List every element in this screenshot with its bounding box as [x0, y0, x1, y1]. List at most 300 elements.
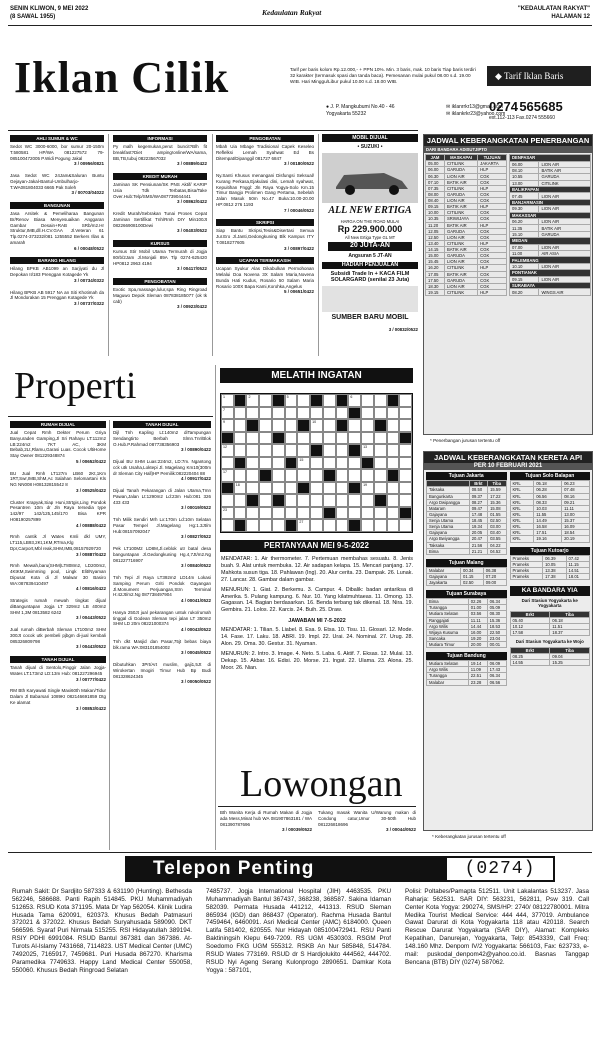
ad-code: 3 / 00050/0522	[180, 679, 211, 685]
crossword-cell[interactable]	[310, 519, 323, 532]
crossword-cell[interactable]	[323, 482, 336, 495]
table-cell: 10.03	[534, 505, 562, 511]
crossword-cell[interactable]	[297, 469, 310, 482]
classified-ad	[10, 598, 106, 621]
crossword-cell[interactable]	[272, 444, 285, 457]
table-cell: Senja Utama	[427, 524, 470, 530]
table-cell: 05.40	[510, 617, 550, 623]
table-cell: LION AIR	[539, 193, 591, 199]
table-cell: 08.27	[469, 499, 487, 505]
crossword-cell[interactable]	[310, 494, 323, 507]
table-cell: CGK	[478, 210, 507, 216]
table-cell: CGK	[478, 173, 507, 179]
ad-text: Cluster Krapyak,Siap Huni,Strtgis,Ling Pondok Pesantren 10m dr Jln Raya tersedia type 142/97 142/125,145/170 Bisa KPR H08190257899	[10, 499, 106, 522]
crossword-cell[interactable]	[348, 507, 361, 520]
train-title: JADWAL KEBERANGKATAN KERETA API	[424, 452, 592, 463]
crossword-cell[interactable]	[259, 457, 272, 470]
crossword-block	[272, 494, 285, 507]
crossword-cell[interactable]	[234, 432, 247, 445]
crossword-cell[interactable]	[285, 407, 298, 420]
train-subtitle: PER 10 FEBRUARI 2021	[424, 463, 592, 470]
crossword-cell[interactable]	[374, 444, 387, 457]
crossword-cell[interactable]	[387, 444, 400, 457]
crossword-cell[interactable]	[285, 507, 298, 520]
table-cell: LION AIR	[539, 161, 591, 167]
edition-date	[10, 6, 88, 21]
table-cell: 16.58	[534, 524, 562, 530]
crossword-cell[interactable]	[323, 432, 336, 445]
crossword-cell[interactable]	[387, 457, 400, 470]
table-cell: 15.00	[426, 253, 445, 259]
crossword-cell[interactable]	[399, 444, 412, 457]
table-cell: 15.59	[488, 487, 506, 493]
table-cell: 08.00	[426, 191, 445, 197]
crossword-cell[interactable]	[323, 444, 336, 457]
table-cell: CGK	[478, 191, 507, 197]
crossword-cell[interactable]	[323, 494, 336, 507]
crossword-cell[interactable]	[234, 469, 247, 482]
crossword-cell[interactable]	[234, 507, 247, 520]
address-line2: Yogyakarta 55232	[326, 110, 367, 117]
crossword-cell[interactable]	[285, 482, 298, 495]
crossword-cell[interactable]	[310, 419, 323, 432]
table-cell: LION AIR	[539, 263, 591, 269]
crossword-cell[interactable]	[361, 482, 374, 495]
ad-code: 3 / 00019/0522	[180, 505, 211, 511]
table-cell: Bima	[427, 599, 469, 605]
table-cell: Gajayana	[427, 573, 461, 579]
crossword-cell[interactable]	[272, 457, 285, 470]
crossword-cell[interactable]	[387, 507, 400, 520]
lowongan-ad-1	[220, 810, 312, 850]
table-cell: Prameks	[510, 561, 543, 567]
table-cell: 06.30	[426, 173, 445, 179]
ad-text: Jasa Arsitek & Pemeliharaa Bangunan Br/Renov Biasa Menyesuaikan Anggaran Gambar Desain+RAB SRb/m2.Hr Struktur,IMB,dll.H.CV.GAA Jl.Veteran 61 Tlp.0274-373232/081 1255552 Berkers Illas & amarah	[10, 211, 104, 245]
crossword-block	[323, 469, 336, 482]
crossword-cell[interactable]	[336, 482, 349, 495]
crossword-cell[interactable]	[336, 519, 349, 532]
crossword-cell[interactable]	[234, 482, 247, 495]
crossword-cell[interactable]	[310, 507, 323, 520]
crossword-cell[interactable]	[246, 432, 259, 445]
ad-code: 3 / 00703/04022	[71, 190, 104, 196]
crossword-cell[interactable]	[387, 419, 400, 432]
classified-ad	[113, 517, 211, 540]
crossword-cell[interactable]	[246, 394, 259, 407]
table-cell: GARUDA	[539, 174, 591, 180]
table-cell: 07.20	[483, 573, 506, 579]
ad-text: Mbah Uia Mbage Tradisional Capek Keseleo Reflelksi Lemah Syahwat Ed Bs Ditempat/Dipanggil 081727 6847	[216, 144, 314, 161]
crossword-cell[interactable]	[297, 494, 310, 507]
car-promo: All New Ertiga Type GL MT	[344, 235, 396, 241]
crossword-cell[interactable]	[361, 519, 374, 532]
crossword-cell[interactable]	[361, 407, 374, 420]
table-cell: KRL	[510, 536, 534, 542]
crossword-cell[interactable]	[387, 432, 400, 445]
crossword-cell[interactable]	[361, 494, 374, 507]
table-cell: Malabar	[427, 679, 469, 685]
crossword-cell[interactable]	[399, 494, 412, 507]
table-cell: Argo Wilis	[427, 667, 469, 673]
classified-ad	[10, 211, 104, 251]
header-rule	[8, 25, 592, 26]
table-cell: HLP	[478, 265, 507, 271]
crossword-block	[336, 394, 349, 407]
table-cell: GARUDA	[445, 277, 478, 283]
crossword-cell[interactable]	[336, 469, 349, 482]
crossword-cell[interactable]	[374, 482, 387, 495]
table-cell: Prameks	[510, 555, 543, 561]
table-cell: 14.55	[510, 659, 550, 665]
crossword-cell[interactable]	[246, 482, 259, 495]
crossword-cell[interactable]	[348, 394, 361, 407]
table-cell: CGK	[478, 253, 507, 259]
table-cell: 06.00	[510, 161, 539, 167]
crossword-cell[interactable]	[297, 394, 310, 407]
crossword-cell[interactable]	[323, 519, 336, 532]
train-jakarta-head: Tujuan Jakarta	[426, 472, 507, 480]
crossword-cell[interactable]	[272, 507, 285, 520]
table-cell: 06.56	[534, 493, 562, 499]
table-cell: KRL	[510, 505, 534, 511]
crossword-cell[interactable]	[336, 494, 349, 507]
crossword-block	[297, 482, 310, 495]
car-gift-title: HADIAH PENJUALAN	[322, 262, 418, 269]
crossword-cell[interactable]	[399, 519, 412, 532]
table-cell: Taksaka	[427, 542, 470, 548]
crossword-cell[interactable]	[336, 457, 349, 470]
column-divider	[318, 134, 319, 356]
cell-number: 12	[223, 445, 227, 450]
telepon-area-code: (0274)	[445, 856, 555, 882]
table-cell: 14.49	[534, 518, 562, 524]
crossword-cell[interactable]	[272, 407, 285, 420]
crossword-cell[interactable]	[348, 457, 361, 470]
ad-text: Jual Cepat Rmh Dekter Perum Griya Banyuraden Gamping,Jl Sri Rahayu LT:112m2 LB:224m2 7KT AC, 3KM Bebab,2Lt,Rlamu,Garasi Luas. Cocok UltiHome Stay Owner 081229348874	[10, 430, 106, 458]
ad-code: 3 / 00853/0422	[75, 705, 106, 711]
lowongan-text: Bth Wanita Kerja di Rumah Makan di Jogja ada Mess,Minat hub WA 081907863181 / WA 081390787696	[220, 810, 312, 827]
train-schedule	[423, 451, 593, 831]
table-cell: SRIWIJAYA	[445, 216, 478, 222]
crossword-cell[interactable]	[399, 407, 412, 420]
crossword-cell[interactable]	[399, 469, 412, 482]
ad-category: TANAH DIJUAL	[113, 421, 211, 428]
crossword-cell[interactable]	[285, 494, 298, 507]
table-row	[510, 573, 590, 579]
table-cell: 12.05	[426, 228, 445, 234]
crossword-cell[interactable]	[399, 457, 412, 470]
table-cell: AIR ASIA	[539, 250, 591, 256]
ad-text: Kredit Murah/Sebrakan Tunai Proses Cepat Jaminan Sertifikat Tnh/Rmh DIY Min100Jt 082266908100Dewi	[113, 211, 207, 228]
crossword-cell[interactable]	[221, 419, 234, 432]
crossword-cell[interactable]	[297, 519, 310, 532]
crossword-cell[interactable]	[272, 469, 285, 482]
crossword-cell[interactable]	[348, 432, 361, 445]
crossword-cell[interactable]	[272, 482, 285, 495]
crossword-cell[interactable]	[374, 432, 387, 445]
classified-ad	[216, 266, 314, 295]
crossword-cell[interactable]	[246, 444, 259, 457]
crossword-cell[interactable]	[348, 469, 361, 482]
section-info	[518, 6, 590, 21]
crossword-cell[interactable]	[399, 419, 412, 432]
ad-text: Dijl Tnh Kapling Lt:140m2 diTampungan Sendangtirto Berbah Slmn.Tnr/Blok O.Hub.P.Rahmad 087738356903	[113, 430, 211, 447]
table-row	[510, 536, 590, 542]
crossword-questions-title: PERTANYAAN MEI 9-5-2022	[220, 540, 413, 552]
ad-text: Ucapan Syukur Alas Dikabulkan Permohonan Melalui Doa Novena 3X Salam Maria,Novena Bunda Hati Kudus, Rosario 50 Salam Maria Rosario 100X Bapa Kami,Korohka,Angelus	[216, 266, 314, 289]
table-row	[427, 580, 507, 586]
address-line1: J. P. Mangkubumi No.40 - 46	[330, 104, 395, 110]
crossword-cell[interactable]	[259, 507, 272, 520]
train-solo-head: Tujuan Solo Balapan	[510, 472, 591, 480]
crossword-cell[interactable]	[374, 519, 387, 532]
crossword-cell[interactable]	[323, 457, 336, 470]
crossword-cell[interactable]	[310, 407, 323, 420]
crossword-cell[interactable]	[259, 407, 272, 420]
table-cell: 07.10	[426, 179, 445, 185]
ad-text: Jaminan SK Pensiunan/SK PNS Aktif/ KARIP Usia Tdk Terbatas,Bisa/Take Over.Hub:Telp/SMS/WA087739044441	[113, 182, 207, 199]
crossword-cell[interactable]	[399, 394, 412, 407]
table-cell: 01.00	[468, 605, 487, 611]
crossword-cell[interactable]	[221, 444, 234, 457]
lowongan-ad-2	[318, 810, 416, 850]
ad-code: 3 / 00862/0422	[176, 199, 207, 205]
ad-code: 3 / 00443/0522	[75, 644, 106, 650]
table-cell: 03.55	[488, 536, 506, 542]
crossword-cell[interactable]	[297, 432, 310, 445]
crossword-cell[interactable]	[234, 407, 247, 420]
classified-ad	[10, 563, 106, 592]
crossword-cell[interactable]	[361, 419, 374, 432]
table-row	[427, 567, 507, 573]
crossword-cell[interactable]	[259, 394, 272, 407]
table-cell: 10.05	[543, 561, 566, 567]
crossword-cell[interactable]	[361, 444, 374, 457]
crossword-cell[interactable]	[246, 407, 259, 420]
ad-text: Dijual Tanah Pekarangan di Jalan Utama,Tmn Pawan,Jalan Lt:1290m2 Ld:23m Hub:081 326 433 433	[113, 488, 211, 505]
flight-table-right	[509, 154, 591, 296]
table-row	[427, 548, 507, 554]
crossword-block	[323, 507, 336, 520]
crossword-cell[interactable]	[221, 507, 234, 520]
ad-text: Jasa Sedot WC 24Jam&Saluran Buntu Gejayan-Jakal-Bantul-Umbulharjo-T.WA081804033 6665 Pak Soleh	[10, 173, 104, 190]
crossword-cell[interactable]	[221, 494, 234, 507]
crossword-cell[interactable]	[297, 457, 310, 470]
crossword-block	[234, 457, 247, 470]
ad-text: Hilang BPKB AB 5917 NA an Siti Khotimah da Jl Mondorakan 15 Prenggan Kotagede Yk	[10, 289, 104, 301]
ad-code: 3 / 00180/0522	[283, 161, 314, 167]
crossword-cell[interactable]	[323, 394, 336, 407]
table-cell: CITILINK	[445, 240, 478, 246]
ad-code: 3 / 00890/0422	[180, 447, 211, 453]
crossword-cell[interactable]	[234, 494, 247, 507]
table-cell: 10.12	[510, 623, 550, 629]
airport-train-title: KA BANDARA YIA	[510, 586, 591, 596]
crossword-cell[interactable]	[285, 469, 298, 482]
table-cell: 12.50	[426, 234, 445, 240]
ad-code: 3 / 00039/0522	[281, 827, 312, 833]
ad-code: 3 / 00443/0522	[75, 615, 106, 621]
table-cell: HLP	[478, 167, 507, 173]
crossword-cell[interactable]	[361, 394, 374, 407]
table-cell: Argo Dwipangga	[427, 499, 470, 505]
classified-ad	[113, 287, 207, 310]
crossword-cell[interactable]	[336, 444, 349, 457]
crossword-cell[interactable]	[259, 432, 272, 445]
crossword-cell[interactable]	[246, 519, 259, 532]
crossword-cell[interactable]	[374, 507, 387, 520]
car-image	[322, 153, 418, 203]
email1[interactable]: iklanrrkr13@gmail.com	[451, 104, 503, 110]
crossword-cell[interactable]	[259, 494, 272, 507]
crossword-cell[interactable]	[310, 432, 323, 445]
destination-header: BANJARMASIN	[510, 199, 591, 205]
crossword-cell[interactable]	[246, 469, 259, 482]
ad-code: 5 / 00652/0422	[75, 458, 106, 464]
crossword-block	[221, 432, 234, 445]
ad-category: SKRIPSI	[216, 219, 314, 226]
crossword-cell[interactable]	[259, 519, 272, 532]
table-cell: 15.36	[487, 617, 506, 623]
crossword-cell[interactable]	[285, 432, 298, 445]
crossword-cell[interactable]	[374, 394, 387, 407]
ad-code: 3 / 00417/0522	[176, 266, 207, 272]
table-cell: 11.09	[468, 667, 487, 673]
table-cell: 17.22	[488, 493, 506, 499]
crossword-grid[interactable]	[220, 393, 413, 533]
table-header: TUJUAN	[478, 155, 507, 161]
ad-text: Tnh Tepi Jl Raya LT392m2 LD14m Lokasi Samping Perum Griti Pondok Gayangan Jl.Monument Perjuangan,Strn Terminal H:42Jt/m2.Ng 087738497904	[113, 575, 211, 598]
table-cell: 02.26	[468, 599, 487, 605]
crossword-cell[interactable]	[221, 394, 234, 407]
table-cell: CGK	[478, 277, 507, 283]
train-malang-table	[426, 567, 507, 586]
crossword-cell[interactable]	[259, 482, 272, 495]
table-cell: 19.20	[468, 635, 487, 641]
table-cell: 15.37	[562, 518, 590, 524]
crossword-cell[interactable]	[387, 494, 400, 507]
table-cell: 03.00	[488, 524, 506, 530]
table-cell: 06.00	[426, 167, 445, 173]
crossword-cell[interactable]	[297, 444, 310, 457]
crossword-cell[interactable]	[336, 507, 349, 520]
crossword-cell[interactable]	[336, 432, 349, 445]
telepon-column-3: Polisi: Poltabes/Pamapta 512511. Unit Lakalantas 513237. Jasa Raharja: 562531. SAR DIY: 563231, 562811, Psw 319. Call Center Kota Yogya: 290274, SMS/HP: 2740/ 08122780001. Mitra Medika Tourist Medical Service: 444 444, 377019. Ambulance Gawat Darurat di Kota Yogyakarta 118 atau 420118. Search Rescue Darurat Yogyakarta (SAR DIY), Alamat: Kompleks Kepatihan, Danurejan, Yogyakarta, Telp: 8543339, Call Freq: 148.160 Mhz. Denpom IV/2 Yogyakarta: 566103, Fax: 623733, e-mail: puskodal_denpom42@yahoo.co.id. Basnas Tanggap Bencana (BTB) DIY (0274) 587062.	[405, 888, 589, 966]
table-cell: BATIK AIR	[445, 271, 478, 277]
crossword-cell[interactable]	[221, 469, 234, 482]
car-brand-label: SUZUKI	[360, 144, 380, 150]
table-cell: 15.10	[510, 231, 539, 237]
cell-number: 15	[299, 457, 304, 462]
car-brand: • SUZUKI •	[357, 144, 383, 150]
crossword-cell[interactable]	[374, 407, 387, 420]
ad-category: INFORMASI	[113, 135, 207, 142]
table-cell: 20.47	[469, 536, 487, 542]
ad-code: 3 / 00525/0422	[75, 487, 106, 493]
classified-ad	[113, 639, 211, 656]
crossword-cell[interactable]	[272, 519, 285, 532]
crossword-cell[interactable]	[259, 419, 272, 432]
table-cell: 06.39	[543, 555, 566, 561]
crossword-cell[interactable]	[361, 469, 374, 482]
crossword-cell[interactable]	[285, 419, 298, 432]
crossword-block	[285, 519, 298, 532]
crossword-cell[interactable]	[259, 444, 272, 457]
crossword-cell[interactable]	[387, 519, 400, 532]
table-cell: KRL	[510, 530, 534, 536]
crossword-cell[interactable]	[221, 407, 234, 420]
crossword-cell[interactable]	[246, 507, 259, 520]
table-cell: 02.50	[461, 580, 484, 586]
table-cell: Mutiara Selatan	[427, 611, 469, 617]
crossword-cell[interactable]	[297, 507, 310, 520]
crossword-cell[interactable]	[221, 457, 234, 470]
crossword-cell[interactable]	[374, 457, 387, 470]
crossword-cell[interactable]	[221, 519, 234, 532]
destination-header: BALIKPAPAN	[510, 187, 591, 193]
table-cell: KRL	[510, 499, 534, 505]
email2[interactable]: iklankrkr23@yahoo.com	[451, 110, 506, 117]
crossword-cell[interactable]	[285, 394, 298, 407]
classified-ad	[10, 290, 104, 307]
crossword-cell[interactable]	[387, 407, 400, 420]
ad-code: 3 / 00897/0422	[283, 245, 314, 251]
crossword-cell[interactable]	[272, 419, 285, 432]
table-cell: 21.56	[469, 542, 487, 548]
crossword-cell[interactable]	[246, 457, 259, 470]
crossword-cell[interactable]	[399, 482, 412, 495]
car-price: Rp 229.900.000	[337, 224, 403, 235]
ad-code: 4 / 00888/0422	[75, 522, 106, 528]
crossword-cell[interactable]	[374, 469, 387, 482]
crossword-cell[interactable]	[297, 407, 310, 420]
classified-ad	[216, 228, 314, 251]
crossword-cell[interactable]	[285, 444, 298, 457]
table-cell: 08.16	[562, 493, 590, 499]
crossword-cell[interactable]	[234, 419, 247, 432]
crossword-cell[interactable]	[234, 444, 247, 457]
table-cell: Senja Utama	[427, 518, 470, 524]
ad-text: Tnh Milik Sendiri Mrh Lx:170m Ld:10m Selatan Pasar Tempel Jl.Magelang Hg:1.3Jt/m Hub:08157092047	[113, 517, 211, 534]
crossword-cell[interactable]	[348, 419, 361, 432]
table-row	[426, 289, 507, 295]
table-cell: 19.34	[469, 524, 487, 530]
destination-header: PONTIANAK	[510, 270, 591, 276]
crossword-cell[interactable]	[336, 407, 349, 420]
classified-ad	[113, 182, 207, 205]
train-bandung-table	[426, 660, 507, 686]
crossword-cell[interactable]	[361, 432, 374, 445]
crossword-block	[399, 432, 412, 445]
telepon-title	[125, 856, 445, 882]
crossword-cell[interactable]	[348, 494, 361, 507]
cell-number: 5	[286, 395, 289, 399]
ad-category: KURSUS	[113, 240, 207, 247]
crossword-block	[272, 394, 285, 407]
crossword-cell[interactable]	[323, 407, 336, 420]
crossword-cell[interactable]	[310, 482, 323, 495]
table-cell: 03.56	[468, 611, 487, 617]
badge-label: Tarif Iklan Baris	[504, 71, 564, 81]
crossword-cell[interactable]	[323, 419, 336, 432]
crossword-cell[interactable]	[361, 507, 374, 520]
crossword-cell[interactable]	[310, 457, 323, 470]
crossword-cell[interactable]	[387, 482, 400, 495]
crossword-cell[interactable]	[310, 469, 323, 482]
cell-number: 2	[248, 395, 251, 399]
table-cell: LION AIR	[445, 259, 478, 265]
table-cell: BATIK AIR	[539, 167, 591, 173]
